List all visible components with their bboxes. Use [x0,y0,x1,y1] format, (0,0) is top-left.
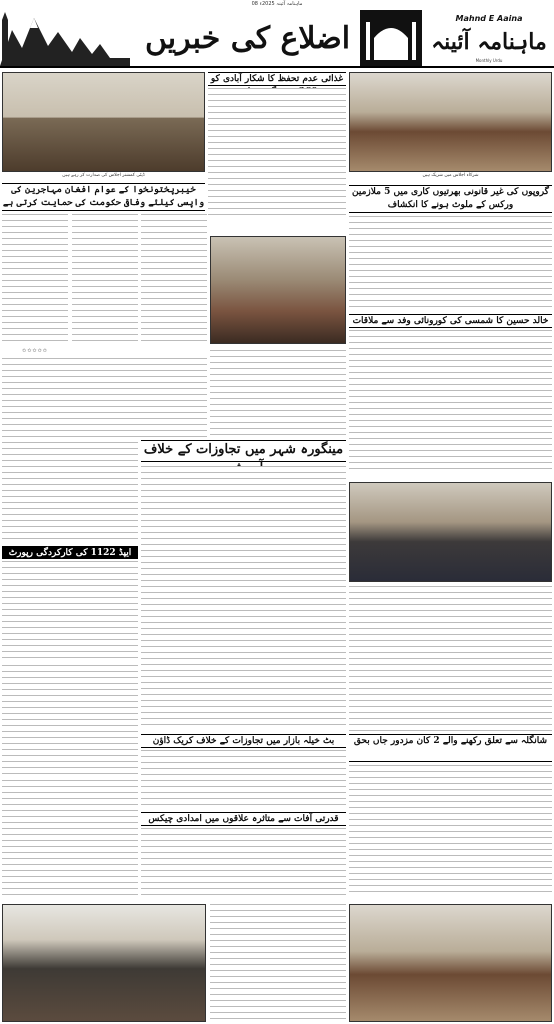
article-recruitment [349,216,552,311]
article-center-lower [141,580,346,730]
headline-miners: شانگلہ سے تعلق رکھنے والے 2 کان مزدور جاں بحق [349,734,552,762]
article-left-final [2,780,138,898]
headline-encroachment: مینگورہ شہر میں تجاوزات کے خلاف [141,440,346,462]
headline-recruitment: گروپوں کی غیر قانونی بھرتیوں کاری میں 5 ملازمین ورکس کے ملوث ہونے کا انکشاف [349,185,552,213]
separator-stars: ✩✩✩✩✩ [22,348,48,354]
article-right-lower [349,586,552,731]
article-food-security [208,88,346,216]
article-left-lower [2,442,138,542]
meeting-photo-left [2,72,205,172]
mountains-illustration [0,8,130,66]
headline-rescue: ایپڈ 1122 کی کارکردگی رپورٹ [2,546,138,559]
masthead-meta: Monthly Urdu [475,58,503,63]
meeting-photo-right [349,72,552,172]
headline-afghan-refugees: خیبرپختونخوا کے عوام افغان مہاجرین کی واپسی کیلئے وفاقی حکومت کی حمایت کرتی ہے [2,183,205,211]
headline-bazaar: بٹ خیلہ بازار میں تجاوزات کے خلاف کریک ڈاؤن [141,734,346,748]
group-photo-bottom-left [2,904,206,1022]
headline-relief-cheques: قدرتی آفات سے متاثرہ علاقوں میں امدادی چیکس [141,812,346,826]
article-bazaar [141,750,346,810]
article-center-mid [210,350,346,438]
logo-english: Mahnd E Aaina [455,14,523,23]
article-left-bottom [2,665,138,775]
article-rescue [2,561,138,661]
article-left-mid [2,358,207,438]
event-photo-right [349,482,552,582]
article-delegation [349,330,552,470]
mosque-icon [360,10,422,66]
people-photo-center [210,236,346,344]
dateline: ماہنامہ آئینہ 2025ء 08 [251,1,303,7]
article-column-1 [2,214,68,344]
office-photo-bottom-right [349,904,552,1022]
section-title: اضلاع کی خبریں [144,21,351,56]
headline-food-security: غذائی عدم تحفظ کا شکار آبادی کو [208,72,346,86]
article-encroachment [141,466,346,576]
article-column-2 [72,214,138,344]
headline-delegation: خالد حسین کا شمسی کی کورونائی وفد سے ملاقات [349,314,552,328]
article-relief [141,828,346,898]
logo-urdu: ماہنامہ آئینہ [431,29,547,55]
photo-caption-right: شرکاء اجلاس میں شریک ہیں [422,173,479,178]
article-bottom-center [210,904,346,1022]
article-miners [349,765,552,895]
article-column-3 [141,214,207,344]
photo-caption-left: ڈپٹی کمشنر اجلاس کی صدارت کر رہے ہیں [62,173,145,178]
